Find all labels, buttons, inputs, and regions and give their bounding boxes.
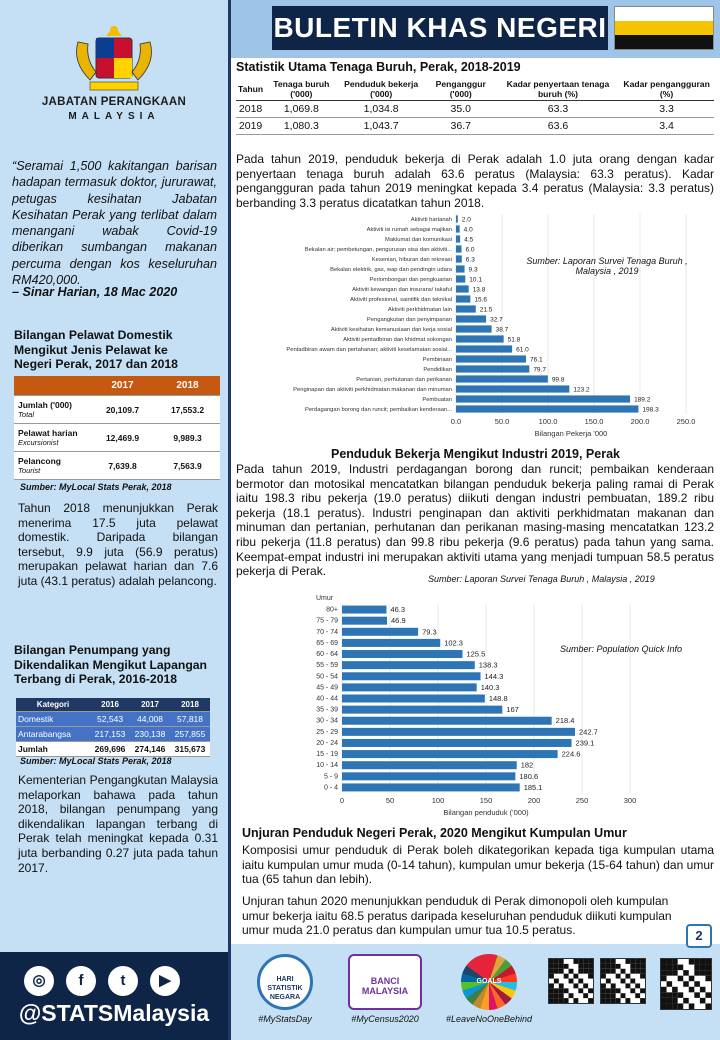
table-cell: 20,109.7 <box>90 396 155 424</box>
x-tick-label: 150.0 <box>584 417 604 426</box>
visitors-source: Sumber: MyLocal Stats Perak, 2018 <box>20 482 172 492</box>
bar <box>342 717 552 725</box>
data-label: 125.5 <box>466 649 486 659</box>
bar <box>456 225 460 232</box>
sdg-logo-text: GOALS <box>461 954 517 1010</box>
bar <box>342 639 440 647</box>
data-label: 38.7 <box>495 326 509 334</box>
bar <box>456 305 476 312</box>
data-label: 144.3 <box>484 671 504 681</box>
data-label: 102.3 <box>444 638 463 648</box>
data-label: 239.1 <box>575 738 595 748</box>
column-header: Tahun <box>236 78 265 101</box>
bar <box>342 728 575 736</box>
column-header: Kategori <box>16 698 90 712</box>
category-label: Aktiviti kesihatan kemanusiaan dan kerja sosial <box>330 327 452 333</box>
table-cell: 57,818 <box>170 712 210 727</box>
table-cell: 1,069.8 <box>265 101 337 118</box>
youtube-icon[interactable]: ▶ <box>150 966 180 996</box>
data-label: 46.3 <box>390 605 406 615</box>
row-label <box>14 396 90 424</box>
x-tick-label: 0 <box>339 796 345 805</box>
table-cell: 2019 <box>236 118 265 135</box>
census-logo <box>342 954 428 1024</box>
column-header: 2017 <box>130 698 170 712</box>
table-cell: 7,563.9 <box>155 452 220 480</box>
table-row <box>16 742 210 757</box>
x-tick-label: 100.0 <box>538 417 558 426</box>
bar <box>456 275 465 282</box>
category-label: Penginapan dan aktiviti perkhidmatan makanan dan minuman <box>293 387 452 393</box>
bar <box>342 706 502 714</box>
visitors-title: Bilangan Pelawat Domestik Mengikut Jenis Pelawat ke Negeri Perak, 2017 dan 2018 <box>14 328 178 371</box>
bar <box>456 325 492 332</box>
industry-chart-source: Sumber: Laporan Survei Tenaga Buruh , Malaysia , 2019 <box>526 256 688 276</box>
category-label: Pertanian, perhutanan dan perikanan <box>356 377 452 383</box>
bar <box>342 683 477 691</box>
table-cell: 9,989.3 <box>155 424 220 452</box>
category-label: Aktiviti pentadbiran dan khidmat sokongan <box>343 337 452 343</box>
category-label: 75 - 79 <box>316 617 338 625</box>
bar <box>342 750 558 758</box>
table-cell: 2018 <box>236 101 265 118</box>
visitors-text: Tahun 2018 menunjukkan Perak menerima 17.5 juta pelawat domestik. Daripada bilangan tersebut, 9.9 juta (56.9 peratus) merupakan pelawat harian dan 7.6 juta (43.1 peratus) adalah pelancong. <box>18 501 218 588</box>
bar <box>342 672 481 680</box>
data-label: 218.4 <box>555 716 575 726</box>
passengers-table <box>16 698 210 757</box>
malaysia-crest-logo <box>64 22 164 96</box>
table-row <box>16 727 210 742</box>
data-label: 185.1 <box>523 782 543 792</box>
row-label-sub: Tourist <box>18 466 41 475</box>
labour-text: Pada tahun 2019, penduduk bekerja di Perak adalah 1.0 juta orang dengan kadar penyertaan tenaga buruh adalah 63.6 peratus (Malaysia: 63.3 peratus). Kadar pengangguran pada tahun 2019 meningkat kepada 3.4 peratus (Malaysia: 3.3 peratus) berbanding 3.3 peratus dicatatkan tahun 2018. <box>236 152 714 210</box>
bar <box>342 783 520 791</box>
row-label-main: Pelawat harian <box>18 428 78 438</box>
data-label: 242.7 <box>578 727 598 737</box>
row-label <box>14 452 90 480</box>
tag-sdg[interactable]: #LeaveNoOneBehind <box>445 1014 533 1024</box>
facebook-icon[interactable]: f <box>66 966 96 996</box>
category-label: Perdagangan borong dan runcit; pembaikan kenderaan... <box>305 407 452 413</box>
qr-code-icon[interactable] <box>600 958 646 1004</box>
table-cell: 230,138 <box>130 727 170 742</box>
population-text-1: Komposisi umur penduduk di Perak boleh dikategorikan kepada tiga kumpulan utama iaitu kumpulan umur muda (0-14 tahun), kumpulan umur bekerja (15-64 tahun) dan umur tua (65 tahun dan lebih). <box>242 843 714 887</box>
category-label: Pengangkutan dan penyimpanan <box>366 317 452 323</box>
table-cell: 36.7 <box>425 118 497 135</box>
row-label-sub: Excursionist <box>18 438 59 447</box>
stats-day-logo-text: HARI STATISTIK NEGARA <box>257 954 313 1010</box>
column-header: Kadar penyertaan tenaga buruh (%) <box>497 78 619 101</box>
x-axis-label: Bilangan penduduk ('000) <box>443 808 529 817</box>
column-header: 2018 <box>170 698 210 712</box>
qr-code-icon[interactable] <box>548 958 594 1004</box>
data-label: 51.8 <box>507 336 521 344</box>
data-label: 140.3 <box>480 682 500 692</box>
table-cell: 44,008 <box>130 712 170 727</box>
category-label: 65 - 69 <box>316 639 338 647</box>
column-header: 2016 <box>90 698 130 712</box>
chart-title: Umur <box>316 595 334 602</box>
column-header: 2018 <box>155 376 220 396</box>
bar <box>456 265 465 272</box>
instagram-icon[interactable]: ◎ <box>24 966 54 996</box>
population-text-2: Unjuran tahun 2020 menunjukkan penduduk di Perak dimonopoli oleh kumpulan umur bekerja iaitu 68.5 peratus daripada keseluruhan penduduk diikuti kumpulan umur muda 21.0 peratus dan kumpulan umur tua 10.5 peratus. <box>242 894 672 938</box>
category-label: Aktiviti profesional, saintifik dan teknikal <box>350 297 452 303</box>
passengers-title: Bilangan Penumpang yang Dikendalikan Mengikut Lapangan Terbang di Perak, 2016-2018 <box>14 643 208 686</box>
category-label: 10 - 14 <box>316 762 338 770</box>
data-label: 6.0 <box>465 246 475 254</box>
data-label: 76.1 <box>530 356 543 364</box>
bar <box>456 245 462 252</box>
bar <box>342 739 572 747</box>
bar <box>342 761 517 769</box>
category-label: Pembinaan <box>422 357 452 363</box>
data-label: 2.0 <box>461 216 471 224</box>
population-chart-source: Sumber: Population Quick Info <box>560 644 683 654</box>
tag-census[interactable]: #MyCensus2020 <box>351 1014 419 1024</box>
table-row <box>236 101 714 118</box>
column-header: 2017 <box>90 376 155 396</box>
data-label: 4.0 <box>463 226 473 234</box>
twitter-icon[interactable]: t <box>108 966 138 996</box>
data-label: 6.3 <box>465 256 475 264</box>
table-cell: 1,043.7 <box>338 118 425 135</box>
page-number: 2 <box>686 924 712 948</box>
census-logo-text: BANCI MALAYSIA <box>348 954 422 1010</box>
bar <box>456 385 569 392</box>
social-handle[interactable]: @STATSMalaysia <box>18 1000 210 1026</box>
industry-section-title: Penduduk Bekerja Mengikut Industri 2019, Perak <box>331 447 620 461</box>
labour-table <box>236 78 714 135</box>
data-label: 4.5 <box>464 236 474 244</box>
stats-day-logo <box>254 954 316 1024</box>
x-tick-label: 50 <box>385 796 395 805</box>
category-label: 30 - 34 <box>316 717 338 725</box>
table-cell: 35.0 <box>425 101 497 118</box>
data-label: 61.0 <box>516 346 529 354</box>
table-row <box>16 712 210 727</box>
data-label: 13.8 <box>472 286 486 294</box>
row-label-main: Jumlah ('000) <box>18 400 72 410</box>
x-tick-label: 200 <box>527 796 541 805</box>
table-cell: 274,146 <box>130 742 170 757</box>
table-cell: 63.6 <box>497 118 619 135</box>
category-label: Pembuatan <box>422 397 452 403</box>
data-label: 79.3 <box>422 627 437 637</box>
data-label: 79.7 <box>533 366 546 374</box>
data-label: 15.6 <box>474 296 488 304</box>
bar <box>456 355 526 362</box>
category-label: 0 - 4 <box>323 784 338 792</box>
category-label: 70 - 74 <box>316 628 338 636</box>
category-label: 20 - 24 <box>316 739 338 747</box>
data-label: 10.1 <box>469 276 482 284</box>
bar <box>342 606 386 614</box>
data-label: 46.9 <box>391 616 406 626</box>
category-label: Aktiviti hartanah <box>410 217 452 223</box>
x-tick-label: 300 <box>623 796 637 805</box>
category-label: 40 - 44 <box>316 695 338 703</box>
row-label: Jumlah <box>16 742 90 757</box>
column-header <box>14 376 90 396</box>
category-label: Pentadbiran awam dan pertahanan; aktiviti keselamatan sosial... <box>286 347 452 353</box>
bar <box>342 661 475 669</box>
table-cell: 7,639.8 <box>90 452 155 480</box>
x-tick-label: 0.0 <box>450 417 462 426</box>
category-label: Aktiviti kewangan dan insurans/ takaful <box>352 287 452 293</box>
social-footer <box>0 952 228 1040</box>
table-row <box>14 396 220 424</box>
category-label: 55 - 59 <box>316 662 338 670</box>
table-header-row <box>14 376 220 396</box>
table-cell: 1,080.3 <box>265 118 337 135</box>
category-label: Perlombongan dan pengkuarian <box>369 277 452 283</box>
population-chart <box>236 590 716 826</box>
population-section-title: Unjuran Penduduk Negeri Perak, 2020 Mengikut Kumpulan Umur <box>242 826 627 840</box>
row-label: Antarabangsa <box>16 727 90 742</box>
data-label: 198.3 <box>642 406 659 414</box>
table-row <box>14 452 220 480</box>
column-header: Tenaga buruh ('000) <box>265 78 337 101</box>
table-cell: 1,034.8 <box>338 101 425 118</box>
table-cell: 12,469.9 <box>90 424 155 452</box>
industry-text: Pada tahun 2019, Industri perdagangan borong dan runcit; pembaikan kenderaan bermotor dan motosikal mencatatkan bilangan penduduk bekerja paling ramai di Perak iaitu 198.3 ribu pekerja (19.0 peratus) diikuti dengan industri pembuatan, 189.2 ribu pekerja (18.1 peratus). Industri penginapan dan aktiviti perkhidmatan makanan dan minuman dan pertanian, perhutanan dan perikanan masing-masing mencatatkan 123.2 ribu pekerja (11.8 peratus) dan 99.8 ribu pekerja (9.6 peratus) pada tahun yang sama. Keempat-empat industri ini merupakan aktiviti utama yang menjadi tumpuan 58.5 peratus pekerja di Perak. <box>236 462 714 579</box>
category-label: Kesenian, hiburan dan rekreasi <box>371 257 452 263</box>
bar <box>456 315 486 322</box>
bar <box>456 295 470 302</box>
table-row <box>14 424 220 452</box>
data-label: 189.2 <box>634 396 651 404</box>
labour-table-title: Statistik Utama Tenaga Buruh, Perak, 2018-2019 <box>236 60 521 74</box>
visitors-table <box>14 376 220 480</box>
industry-source: Sumber: Laporan Survei Tenaga Buruh , Malaysia , 2019 <box>428 574 655 584</box>
category-label: Bekalan elektrik, gas, wap dan pendingin udara <box>330 267 452 273</box>
industry-chart <box>236 210 716 442</box>
category-label: Bekalan air; pembetungan, pengurusan sisa dan aktiviti... <box>304 247 452 253</box>
bar <box>342 650 462 658</box>
column-header: Penduduk bekerja ('000) <box>338 78 425 101</box>
category-label: Aktiviti perkhidmatan lain <box>387 307 452 313</box>
org-country: MALAYSIA <box>68 111 160 122</box>
x-tick-label: 100 <box>431 796 445 805</box>
bar <box>456 365 529 372</box>
bar <box>456 255 462 262</box>
x-tick-label: 50.0 <box>494 417 510 426</box>
row-label-main: Pelancong <box>18 456 61 466</box>
table-cell: 217,153 <box>90 727 130 742</box>
bar <box>456 345 512 352</box>
bar <box>342 628 418 636</box>
category-label: Pendidikan <box>423 367 452 373</box>
column-header: Penganggur ('000) <box>425 78 497 101</box>
table-row <box>236 118 714 135</box>
bar <box>456 235 460 242</box>
table-cell: 63.3 <box>497 101 619 118</box>
facebook-qr-code-icon[interactable] <box>660 958 712 1010</box>
bar <box>342 772 515 780</box>
category-label: 80+ <box>326 606 338 614</box>
perak-flag-icon <box>614 6 714 50</box>
bar <box>456 405 638 412</box>
data-label: 32.7 <box>490 316 503 324</box>
data-label: 148.8 <box>488 694 508 703</box>
bar <box>456 215 458 222</box>
sdg-logo <box>444 954 534 1024</box>
x-tick-label: 250 <box>575 796 589 805</box>
quote-source: – Sinar Harian, 18 Mac 2020 <box>12 285 178 299</box>
category-label: 60 - 64 <box>316 651 338 659</box>
data-label: 9.3 <box>468 266 478 274</box>
row-label-sub: Total <box>18 410 34 419</box>
data-label: 224.6 <box>561 749 581 759</box>
table-cell: 269,696 <box>90 742 130 757</box>
table-header-row <box>236 78 714 101</box>
bar <box>456 375 548 382</box>
category-label: Maklumat dan komunikasi <box>384 237 452 243</box>
category-label: 25 - 29 <box>316 728 338 736</box>
category-label: 5 - 9 <box>323 773 338 781</box>
category-label: 50 - 54 <box>316 673 338 681</box>
x-axis-label: Bilangan Pekerja '000 <box>534 429 608 438</box>
data-label: 167 <box>506 705 519 715</box>
passengers-text: Kementerian Pengangkutan Malaysia melaporkan bahawa pada tahun 2018, bilangan penumpang yang dikendalikan lapangan terbang di Perak telah meningkat kepada 0.31 juta berbanding 0.27 juta pada tahun 2017. <box>18 773 218 875</box>
bulletin-title: BULETIN KHAS NEGERI <box>272 6 608 50</box>
data-label: 182 <box>520 760 534 770</box>
category-label: Aktiviti isi rumah sebagai majikan <box>366 227 452 233</box>
table-cell: 52,543 <box>90 712 130 727</box>
data-label: 123.2 <box>573 386 590 394</box>
category-label: 15 - 19 <box>316 751 338 759</box>
table-cell: 257,855 <box>170 727 210 742</box>
x-tick-label: 250.0 <box>676 417 696 426</box>
passengers-source: Sumber: MyLocal Stats Perak, 2018 <box>20 756 172 766</box>
column-header: Kadar pengangguran (%) <box>619 78 714 101</box>
x-tick-label: 200.0 <box>630 417 650 426</box>
bar <box>342 694 485 702</box>
table-cell: 17,553.2 <box>155 396 220 424</box>
data-label: 138.3 <box>478 660 498 670</box>
table-cell: 315,673 <box>170 742 210 757</box>
bar <box>456 335 504 342</box>
tag-stats-day[interactable]: #MyStatsDay <box>258 1014 312 1024</box>
table-cell: 3.3 <box>619 101 714 118</box>
org-name: JABATAN PERANGKAAN <box>41 96 187 108</box>
bar <box>342 617 387 625</box>
row-label <box>14 424 90 452</box>
data-label: 21.5 <box>479 306 493 314</box>
table-cell: 3.4 <box>619 118 714 135</box>
row-label: Domestik <box>16 712 90 727</box>
category-label: 35 - 39 <box>316 706 338 714</box>
bar <box>456 285 469 292</box>
data-label: 180.6 <box>519 771 539 781</box>
bar <box>456 395 630 402</box>
news-quote: “Seramai 1,500 kakitangan barisan hadapan termasuk doktor, jururawat, petugas kesihatan Jabatan Kesihatan Perak yang terlibat dalam menangani wabak Covid-19 diberikan sumbangan makanan percuma dengan kos keseluruhan RM420,000. <box>12 159 217 288</box>
table-header-row <box>16 698 210 712</box>
x-tick-label: 150 <box>479 796 493 805</box>
category-label: 45 - 49 <box>316 684 338 692</box>
data-label: 99.8 <box>551 376 565 384</box>
